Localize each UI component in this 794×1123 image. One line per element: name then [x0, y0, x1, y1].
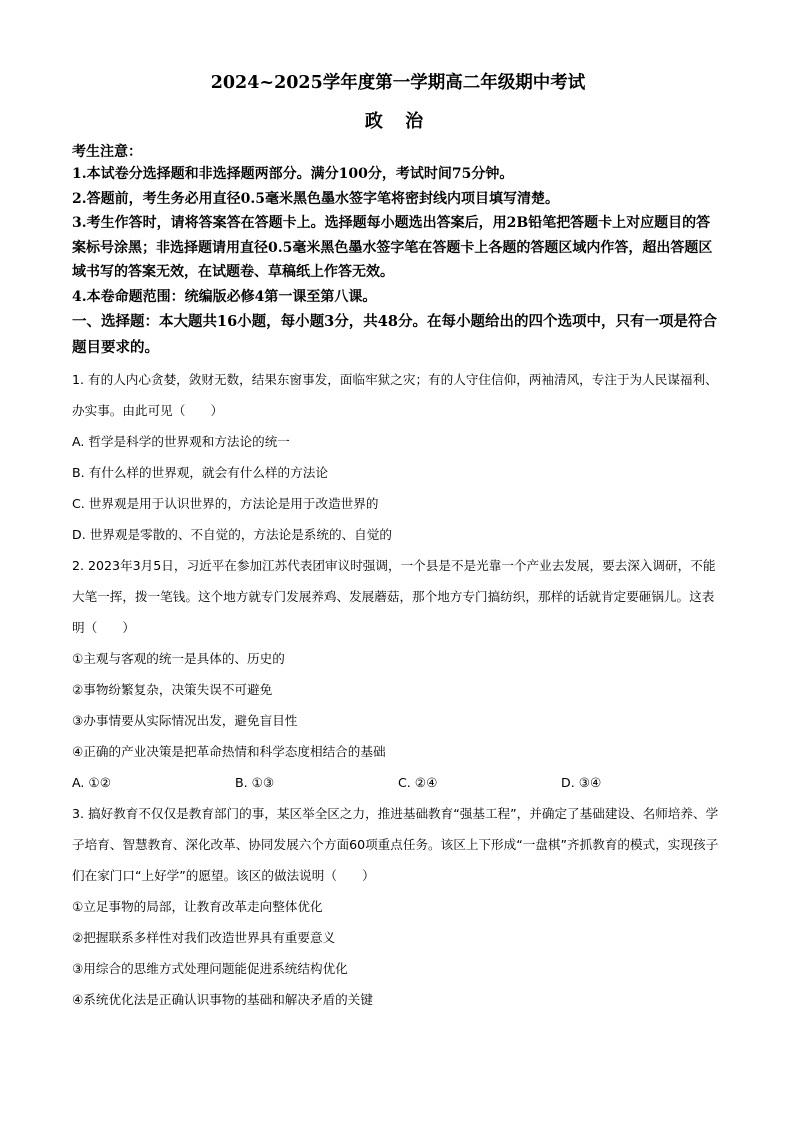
option-d: D. 世界观是零散的、不自觉的，方法论是系统的、自觉的 [72, 527, 392, 542]
notice-item: 4.本卷命题范围：统编版必修4第一课至第八课。 [72, 288, 377, 305]
question-stem: 3. 搞好教育不仅仅是教育部门的事，某区举全区之力，推进基础教育“强基工程”，并确定了基础建设、名师培养、学子培育、智慧教育、深化改革、协同发展六个方面60项重点任务。该区上下形成“一盘棋”齐抓教育的模式，实现孩子们在家门口“上好学”的愿望。该区的做法说明（ ） [72, 806, 719, 883]
notice-item: 1.本试卷分选择题和非选择题两部分。满分100分，考试时间75分钟。 [72, 166, 514, 182]
option-b: B. 有什么样的世界观，就会有什么样的方法论 [72, 465, 328, 480]
statement-2: ②把握联系多样性对我们改造世界具有重要意义 [72, 930, 336, 945]
statement-1: ①立足事物的局部，让教育改革走向整体优化 [72, 899, 323, 914]
section-heading: 一、选择题：本大题共16小题，每小题3分，共48分。在每小题给出的四个选项中，只有一项是符合题目要求的。 [72, 313, 717, 356]
exam-page [72, 70, 724, 1015]
statement-3: ③办事情要从实际情况出发，避免盲目性 [72, 713, 298, 728]
notice-item: 3.考生作答时，请将答案答在答题卡上。选择题每小题选出答案后，用2B铅笔把答题卡上对应题目的答案标号涂黑；非选择题请用直径0.5毫米黑色墨水签字笔在答题卡上各题的答题区域内作答，超出答题区域书写的答案无效，在试题卷、草稿纸上作答无效。 [72, 215, 713, 280]
question-stem: 1. 有的人内心贪婪，敛财无数，结果东窗事发，面临牢狱之灾；有的人守住信仰，两袖清风，专注于为人民谋福利、办实事。由此可见（ ） [72, 372, 718, 418]
option-c: C. 世界观是用于认识世界的，方法论是用于改造世界的 [72, 496, 379, 511]
option-a: A. 哲学是科学的世界观和方法论的统一 [72, 434, 290, 449]
question-stem: 2. 2023年3月5日，习近平在参加江苏代表团审议时强调，一个县是不是光靠一个产业去发展，要去深入调研，不能大笔一挥，拨一笔钱。这个地方就专门发展养鸡、发展蘑菇，那个地方专门搞纺织，那样的话就肯定要砸锅儿。这表明（ ） [72, 558, 716, 635]
statement-1: ①主观与客观的统一是具体的、历史的 [72, 651, 285, 666]
statement-4: ④正确的产业决策是把革命热情和科学态度相结合的基础 [72, 744, 386, 759]
choice-b: B. ①③ [235, 775, 275, 790]
choice-a: A. ①② [72, 775, 111, 790]
exam-title: 2024~2025学年度第一学期高二年级期中考试 [210, 73, 586, 93]
question-2 [72, 550, 724, 798]
statement-3: ③用综合的思维方式处理问题能促进系统结构优化 [72, 961, 348, 976]
notice-item: 2.答题前，考生务必用直径0.5毫米黑色墨水签字笔将密封线内项目填写清楚。 [72, 190, 559, 207]
statement-4: ④系统优化法是正确认识事物的基础和解决矛盾的关键 [72, 992, 373, 1007]
notice-block [72, 142, 724, 309]
subject-title: 政 治 [364, 111, 432, 132]
choice-c: C. ②④ [398, 775, 438, 790]
question-1 [72, 364, 724, 550]
choice-row [72, 767, 724, 798]
question-3 [72, 798, 724, 1015]
statement-2: ②事物纷繁复杂，决策失误不可避免 [72, 682, 273, 697]
notice-heading: 考生注意： [72, 144, 142, 160]
choice-d: D. ③④ [561, 775, 602, 790]
